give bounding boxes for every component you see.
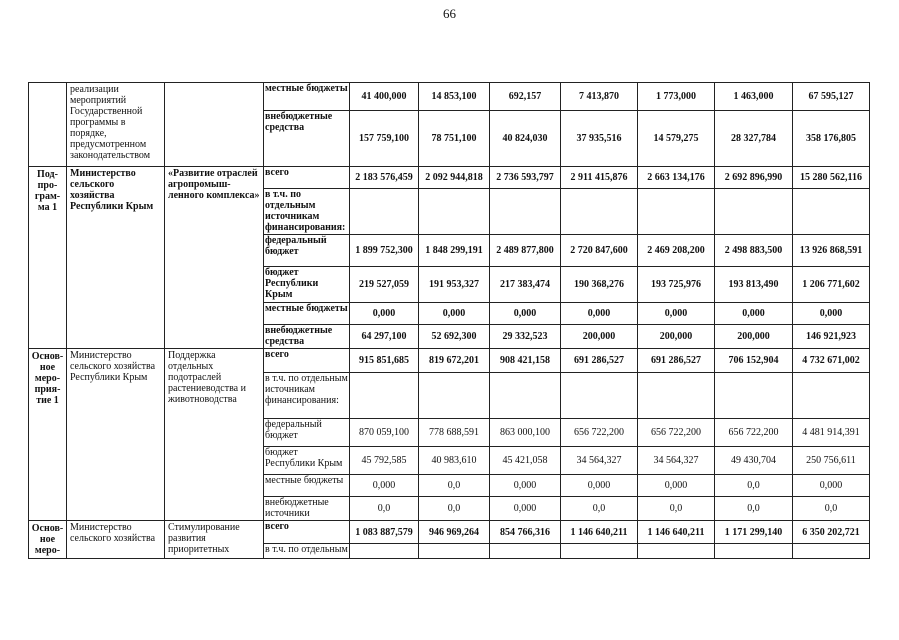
value-cell: 0,000: [793, 303, 870, 325]
value-cell: 0,000: [350, 475, 419, 497]
value-cell: 40 983,610: [419, 447, 490, 475]
funding-source-cell: в т.ч. по отдельным источникам финансирования:: [264, 373, 350, 419]
funding-source-cell: бюджет Республики Крым: [264, 267, 350, 303]
value-cell: 691 286,527: [561, 349, 638, 373]
funding-source-cell: в т.ч. по отдельным источникам финансирования:: [264, 189, 350, 235]
value-cell: 0,000: [490, 475, 561, 497]
row-label-cell: Под-про-грам-ма 1: [29, 167, 67, 349]
value-cell: 0,0: [350, 497, 419, 521]
value-cell: 2 092 944,818: [419, 167, 490, 189]
value-cell: [638, 373, 715, 419]
value-cell: 14 579,275: [638, 111, 715, 167]
value-cell: 946 969,264: [419, 521, 490, 544]
value-cell: 217 383,474: [490, 267, 561, 303]
value-cell: 40 824,030: [490, 111, 561, 167]
funding-source-cell: федеральный бюджет: [264, 235, 350, 267]
value-cell: 193 725,976: [638, 267, 715, 303]
funding-source-cell: внебюджетные средства: [264, 111, 350, 167]
value-cell: 15 280 562,116: [793, 167, 870, 189]
value-cell: 870 059,100: [350, 419, 419, 447]
value-cell: 41 400,000: [350, 83, 419, 111]
value-cell: 34 564,327: [638, 447, 715, 475]
value-cell: 0,000: [638, 475, 715, 497]
table-body: [29, 83, 870, 559]
funding-source-cell: всего: [264, 521, 350, 544]
value-cell: [793, 544, 870, 559]
value-cell: 691 286,527: [638, 349, 715, 373]
value-cell: [638, 544, 715, 559]
funding-source-cell: всего: [264, 349, 350, 373]
value-cell: 2 692 896,990: [715, 167, 793, 189]
row-label-cell: Основ-ное меро-: [29, 521, 67, 559]
value-cell: 2 663 134,176: [638, 167, 715, 189]
executor-cell: реализации мероприятий Государственной программы в порядке, предусмотренном законодательством: [67, 83, 165, 167]
value-cell: 0,000: [793, 475, 870, 497]
value-cell: 45 792,585: [350, 447, 419, 475]
value-cell: 2 183 576,459: [350, 167, 419, 189]
value-cell: 191 953,327: [419, 267, 490, 303]
funding-source-cell: внебюджетные средства: [264, 325, 350, 349]
value-cell: 219 527,059: [350, 267, 419, 303]
row-label-cell: [29, 83, 67, 167]
value-cell: 863 000,100: [490, 419, 561, 447]
funding-source-cell: в т.ч. по отдельным: [264, 544, 350, 559]
value-cell: 2 720 847,600: [561, 235, 638, 267]
value-cell: 29 332,523: [490, 325, 561, 349]
value-cell: [561, 189, 638, 235]
value-cell: [561, 544, 638, 559]
value-cell: 6 350 202,721: [793, 521, 870, 544]
value-cell: [490, 373, 561, 419]
measure-name-cell: Поддержка отдельных подотраслей растениеводства и животноводства: [165, 349, 264, 521]
value-cell: 0,000: [350, 303, 419, 325]
value-cell: 37 935,516: [561, 111, 638, 167]
funding-source-cell: местные бюджеты: [264, 83, 350, 111]
value-cell: 193 813,490: [715, 267, 793, 303]
value-cell: 1 146 640,211: [638, 521, 715, 544]
measure-name-cell: Стимулирование развития приоритетных: [165, 521, 264, 559]
value-cell: 2 498 883,500: [715, 235, 793, 267]
value-cell: [419, 544, 490, 559]
value-cell: 28 327,784: [715, 111, 793, 167]
value-cell: 656 722,200: [638, 419, 715, 447]
executor-cell: Министерство сельского хозяйства: [67, 521, 165, 559]
value-cell: 0,000: [561, 475, 638, 497]
value-cell: 49 430,704: [715, 447, 793, 475]
value-cell: 915 851,685: [350, 349, 419, 373]
value-cell: 13 926 868,591: [793, 235, 870, 267]
value-cell: 1 848 299,191: [419, 235, 490, 267]
value-cell: 1 171 299,140: [715, 521, 793, 544]
value-cell: 157 759,100: [350, 111, 419, 167]
value-cell: 200,000: [715, 325, 793, 349]
value-cell: 854 766,316: [490, 521, 561, 544]
value-cell: 200,000: [638, 325, 715, 349]
value-cell: [350, 373, 419, 419]
value-cell: [715, 189, 793, 235]
value-cell: 4 732 671,002: [793, 349, 870, 373]
value-cell: 2 736 593,797: [490, 167, 561, 189]
value-cell: 0,000: [490, 303, 561, 325]
value-cell: 0,000: [419, 303, 490, 325]
executor-cell: Министерство сельского хозяйства Республики Крым: [67, 349, 165, 521]
value-cell: [715, 544, 793, 559]
budget-table: [28, 82, 870, 559]
value-cell: 1 206 771,602: [793, 267, 870, 303]
funding-source-cell: внебюджетные источники: [264, 497, 350, 521]
value-cell: 819 672,201: [419, 349, 490, 373]
value-cell: [419, 189, 490, 235]
page-number: 66: [443, 6, 456, 21]
value-cell: 656 722,200: [715, 419, 793, 447]
value-cell: 1 463,000: [715, 83, 793, 111]
value-cell: 908 421,158: [490, 349, 561, 373]
value-cell: [793, 373, 870, 419]
value-cell: 692,157: [490, 83, 561, 111]
value-cell: 200,000: [561, 325, 638, 349]
value-cell: 78 751,100: [419, 111, 490, 167]
value-cell: 2 469 208,200: [638, 235, 715, 267]
value-cell: 190 368,276: [561, 267, 638, 303]
measure-name-cell: «Развитие отраслей агропромыш-ленного комплекса»: [165, 167, 264, 349]
value-cell: 0,0: [793, 497, 870, 521]
value-cell: 1 146 640,211: [561, 521, 638, 544]
value-cell: 7 413,870: [561, 83, 638, 111]
value-cell: 146 921,923: [793, 325, 870, 349]
value-cell: 52 692,300: [419, 325, 490, 349]
value-cell: [490, 189, 561, 235]
value-cell: 64 297,100: [350, 325, 419, 349]
value-cell: [350, 189, 419, 235]
value-cell: 0,0: [419, 475, 490, 497]
value-cell: [350, 544, 419, 559]
funding-source-cell: бюджет Республики Крым: [264, 447, 350, 475]
value-cell: [490, 544, 561, 559]
value-cell: 0,0: [638, 497, 715, 521]
executor-cell: Министерство сельского хозяйства Республики Крым: [67, 167, 165, 349]
value-cell: 0,0: [715, 497, 793, 521]
value-cell: 1 083 887,579: [350, 521, 419, 544]
funding-source-cell: федеральный бюджет: [264, 419, 350, 447]
funding-source-cell: местные бюджеты: [264, 303, 350, 325]
value-cell: 14 853,100: [419, 83, 490, 111]
funding-source-cell: местные бюджеты: [264, 475, 350, 497]
value-cell: 250 756,611: [793, 447, 870, 475]
value-cell: 0,0: [561, 497, 638, 521]
value-cell: 67 595,127: [793, 83, 870, 111]
value-cell: [715, 373, 793, 419]
value-cell: 706 152,904: [715, 349, 793, 373]
table-row: [29, 521, 870, 544]
value-cell: [561, 373, 638, 419]
value-cell: 2 489 877,800: [490, 235, 561, 267]
value-cell: 34 564,327: [561, 447, 638, 475]
value-cell: 1 899 752,300: [350, 235, 419, 267]
value-cell: 0,000: [561, 303, 638, 325]
value-cell: 358 176,805: [793, 111, 870, 167]
value-cell: 1 773,000: [638, 83, 715, 111]
value-cell: 656 722,200: [561, 419, 638, 447]
value-cell: 778 688,591: [419, 419, 490, 447]
value-cell: [793, 189, 870, 235]
table-row: [29, 349, 870, 373]
value-cell: 0,0: [419, 497, 490, 521]
value-cell: 2 911 415,876: [561, 167, 638, 189]
value-cell: 45 421,058: [490, 447, 561, 475]
value-cell: [638, 189, 715, 235]
funding-source-cell: всего: [264, 167, 350, 189]
value-cell: 0,000: [638, 303, 715, 325]
row-label-cell: Основ-ное меро-прия-тие 1: [29, 349, 67, 521]
value-cell: 0,0: [715, 475, 793, 497]
value-cell: 0,000: [490, 497, 561, 521]
value-cell: 0,000: [715, 303, 793, 325]
value-cell: [419, 373, 490, 419]
table-row: [29, 83, 870, 111]
value-cell: 4 481 914,391: [793, 419, 870, 447]
table-row: [29, 167, 870, 189]
measure-name-cell: [165, 83, 264, 167]
